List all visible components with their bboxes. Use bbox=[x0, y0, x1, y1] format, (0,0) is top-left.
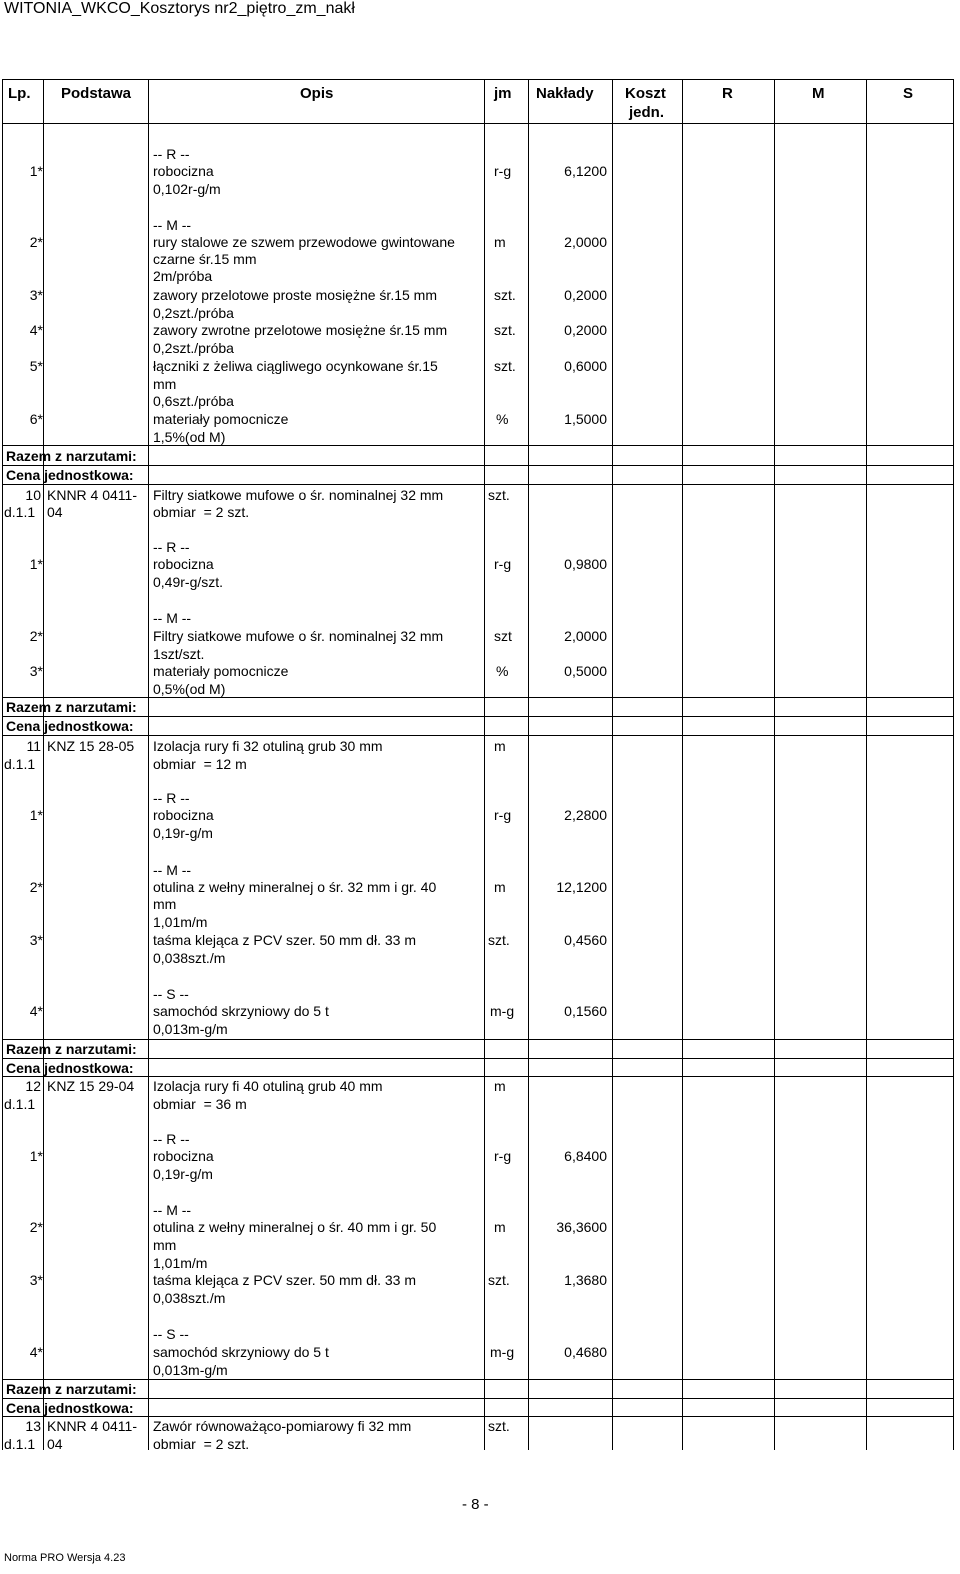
item-jm: szt. bbox=[488, 1272, 510, 1288]
footer-software-version: Norma PRO Wersja 4.23 bbox=[4, 1552, 126, 1564]
item-opis: materiały pomocnicze bbox=[153, 663, 289, 679]
item-opis: samochód skrzyniowy do 5 t bbox=[153, 1003, 329, 1019]
position-number: 10 bbox=[25, 487, 41, 503]
border-lp bbox=[43, 79, 44, 1450]
item-jm: m bbox=[494, 234, 506, 250]
item-opis: robocizna bbox=[153, 807, 214, 823]
item-jm: r-g bbox=[494, 807, 512, 823]
item-lp: 2* bbox=[29, 1219, 43, 1235]
item-value: 1,3680 bbox=[564, 1272, 607, 1288]
item-sub: 1,01m/m bbox=[153, 1255, 208, 1271]
item-value: 6,8400 bbox=[564, 1148, 607, 1164]
item-jm: r-g bbox=[494, 163, 512, 179]
item-jm: szt. bbox=[494, 287, 516, 303]
item-opis-cont: mm bbox=[153, 1237, 177, 1253]
position-unit: m bbox=[494, 738, 506, 754]
item-value: 6,1200 bbox=[564, 163, 607, 179]
item-value: 36,3600 bbox=[556, 1219, 607, 1235]
position-description: Izolacja rury fi 40 otuliną grub 40 mm bbox=[153, 1078, 383, 1094]
item-lp: 1* bbox=[29, 807, 43, 823]
item-jm: m bbox=[494, 879, 506, 895]
position-obmiar: obmiar = 2 szt. bbox=[153, 504, 250, 520]
item-value: 0,5000 bbox=[564, 663, 607, 679]
section-label-r: -- R -- bbox=[153, 539, 190, 555]
item-lp: 3* bbox=[29, 932, 43, 948]
item-value: 2,0000 bbox=[564, 628, 607, 644]
cena-label: Cena jednostkowa: bbox=[6, 718, 134, 734]
header-koszt-jedn: jedn. bbox=[629, 104, 665, 121]
position-basis-cont: 04 bbox=[47, 1436, 63, 1452]
item-value: 2,2800 bbox=[564, 807, 607, 823]
item-opis: Filtry siatkowe mufowe o śr. nominalnej 32 mm bbox=[153, 628, 444, 644]
position-unit: m bbox=[494, 1078, 506, 1094]
position-chapter: d.1.1 bbox=[4, 1096, 36, 1112]
row-divider bbox=[2, 1398, 954, 1399]
border-right bbox=[953, 79, 954, 1450]
item-opis: łączniki z żeliwa ciągliwego ocynkowane śr.15 bbox=[153, 358, 438, 374]
position-description: Izolacja rury fi 32 otuliną grub 30 mm bbox=[153, 738, 383, 754]
item-sub: 0,19r-g/m bbox=[153, 825, 213, 841]
section-label-r: -- R -- bbox=[153, 146, 190, 162]
section-label-m: -- M -- bbox=[153, 217, 192, 233]
item-value: 0,2000 bbox=[564, 322, 607, 338]
razem-label: Razem z narzutami: bbox=[6, 699, 137, 715]
position-chapter: d.1.1 bbox=[4, 1436, 36, 1452]
item-sub: 0,2szt./próba bbox=[153, 340, 234, 356]
position-number: 13 bbox=[25, 1418, 41, 1434]
item-jm: szt. bbox=[488, 932, 510, 948]
position-unit: szt. bbox=[488, 1418, 510, 1434]
border-koszt bbox=[682, 79, 683, 1450]
border-podstawa bbox=[148, 79, 149, 1450]
item-jm: szt. bbox=[494, 322, 516, 338]
item-lp: 1* bbox=[29, 163, 43, 179]
section-label-s: -- S -- bbox=[153, 986, 189, 1002]
item-lp: 6* bbox=[29, 411, 43, 427]
header-m: M bbox=[812, 85, 825, 102]
header-lp: Lp. bbox=[8, 85, 31, 102]
item-sub: 0,038szt./m bbox=[153, 950, 226, 966]
item-jm: m-g bbox=[490, 1344, 515, 1360]
section-label-m: -- M -- bbox=[153, 1202, 192, 1218]
razem-label: Razem z narzutami: bbox=[6, 1041, 137, 1057]
item-jm: m-g bbox=[490, 1003, 515, 1019]
item-value: 0,6000 bbox=[564, 358, 607, 374]
item-lp: 2* bbox=[29, 628, 43, 644]
item-sub: 0,49r-g/szt. bbox=[153, 574, 224, 590]
position-number: 12 bbox=[25, 1078, 41, 1094]
item-sub: 0,6szt./próba bbox=[153, 393, 234, 409]
item-opis: samochód skrzyniowy do 5 t bbox=[153, 1344, 329, 1360]
row-divider bbox=[2, 735, 954, 736]
header-bottom-border bbox=[2, 123, 954, 124]
row-divider bbox=[2, 1058, 954, 1059]
item-sub: 0,2szt./próba bbox=[153, 305, 234, 321]
document-title: WITONIA_WKCO_Kosztorys nr2_piętro_zm_nakł bbox=[4, 0, 355, 17]
item-opis: zawory zwrotne przelotowe mosiężne śr.15 mm bbox=[153, 322, 448, 338]
section-label-m: -- M -- bbox=[153, 862, 192, 878]
item-lp: 3* bbox=[29, 663, 43, 679]
item-value: 0,4680 bbox=[564, 1344, 607, 1360]
position-obmiar: obmiar = 36 m bbox=[153, 1096, 247, 1112]
position-chapter: d.1.1 bbox=[4, 504, 36, 520]
header-naklady: Nakłady bbox=[536, 85, 594, 102]
item-jm: szt bbox=[494, 628, 512, 644]
border-opis bbox=[484, 79, 485, 1450]
razem-label: Razem z narzutami: bbox=[6, 1381, 137, 1397]
position-basis: KNNR 4 0411- bbox=[47, 487, 138, 503]
position-unit: szt. bbox=[488, 487, 510, 503]
item-opis: materiały pomocnicze bbox=[153, 411, 289, 427]
row-divider bbox=[2, 1416, 954, 1417]
position-obmiar: obmiar = 12 m bbox=[153, 756, 247, 772]
position-obmiar: obmiar = 2 szt. bbox=[153, 1436, 250, 1452]
item-lp: 4* bbox=[29, 322, 43, 338]
border-m bbox=[866, 79, 867, 1450]
cena-label: Cena jednostkowa: bbox=[6, 467, 134, 483]
item-sub: 0,19r-g/m bbox=[153, 1166, 213, 1182]
item-lp: 5* bbox=[29, 358, 43, 374]
header-podstawa: Podstawa bbox=[61, 85, 132, 102]
item-sub: 1,5%(od M) bbox=[153, 429, 226, 445]
header-s: S bbox=[903, 85, 914, 102]
position-number: 11 bbox=[26, 738, 41, 754]
item-opis: taśma klejąca z PCV szer. 50 mm dł. 33 m bbox=[153, 1272, 416, 1288]
item-opis: taśma klejąca z PCV szer. 50 mm dł. 33 m bbox=[153, 932, 416, 948]
cena-label: Cena jednostkowa: bbox=[6, 1400, 134, 1416]
item-value: 0,9800 bbox=[564, 556, 607, 572]
position-basis-cont: 04 bbox=[47, 504, 63, 520]
section-label-r: -- R -- bbox=[153, 1131, 190, 1147]
item-lp: 3* bbox=[29, 1272, 43, 1288]
item-opis: otulina z wełny mineralnej o śr. 32 mm i gr. 40 bbox=[153, 879, 437, 895]
item-opis: rury stalowe ze szwem przewodowe gwintowane bbox=[153, 234, 455, 250]
item-sub: 0,013m-g/m bbox=[153, 1021, 228, 1037]
item-jm: % bbox=[496, 411, 509, 427]
border-naklady bbox=[612, 79, 613, 1450]
item-opis-cont: mm bbox=[153, 376, 177, 392]
item-opis: robocizna bbox=[153, 163, 214, 179]
row-divider bbox=[2, 445, 954, 446]
item-value: 1,5000 bbox=[564, 411, 607, 427]
item-opis: robocizna bbox=[153, 1148, 214, 1164]
item-lp: 3* bbox=[29, 287, 43, 303]
position-description: Zawór równoważąco-pomiarowy fi 32 mm bbox=[153, 1418, 412, 1434]
item-sub: 1szt/szt. bbox=[153, 646, 205, 662]
row-divider bbox=[2, 697, 954, 698]
section-label-s: -- S -- bbox=[153, 1326, 189, 1342]
item-jm: r-g bbox=[494, 1148, 512, 1164]
cena-label: Cena jednostkowa: bbox=[6, 1060, 134, 1076]
position-chapter: d.1.1 bbox=[4, 756, 36, 772]
item-lp: 2* bbox=[29, 234, 43, 250]
item-value: 0,1560 bbox=[564, 1003, 607, 1019]
item-jm: m bbox=[494, 1219, 506, 1235]
item-jm: % bbox=[496, 663, 509, 679]
item-value: 2,0000 bbox=[564, 234, 607, 250]
border-left bbox=[2, 79, 3, 1450]
position-description: Filtry siatkowe mufowe o śr. nominalnej 32 mm bbox=[153, 487, 444, 503]
row-divider bbox=[2, 1379, 954, 1380]
item-opis-cont: mm bbox=[153, 896, 177, 912]
row-divider bbox=[2, 484, 954, 485]
item-value: 12,1200 bbox=[556, 879, 607, 895]
razem-label: Razem z narzutami: bbox=[6, 448, 137, 464]
item-sub: 1,01m/m bbox=[153, 914, 208, 930]
table-top-border bbox=[2, 79, 954, 80]
item-sub: 0,5%(od M) bbox=[153, 681, 226, 697]
item-value: 0,4560 bbox=[564, 932, 607, 948]
position-basis: KNNR 4 0411- bbox=[47, 1418, 138, 1434]
item-opis: robocizna bbox=[153, 556, 214, 572]
position-basis: KNZ 15 28-05 bbox=[47, 738, 135, 754]
row-divider bbox=[2, 465, 954, 466]
item-opis: zawory przelotowe proste mosiężne śr.15 mm bbox=[153, 287, 437, 303]
row-divider bbox=[2, 716, 954, 717]
item-lp: 4* bbox=[29, 1003, 43, 1019]
item-lp: 4* bbox=[29, 1344, 43, 1360]
border-jm bbox=[528, 79, 529, 1450]
item-lp: 1* bbox=[29, 1148, 43, 1164]
item-lp: 2* bbox=[29, 879, 43, 895]
item-opis-cont: czarne śr.15 mm bbox=[153, 251, 257, 267]
section-label-m: -- M -- bbox=[153, 610, 192, 626]
header-jm: jm bbox=[494, 85, 512, 102]
border-r bbox=[774, 79, 775, 1450]
row-divider bbox=[2, 1039, 954, 1040]
position-basis: KNZ 15 29-04 bbox=[47, 1078, 135, 1094]
section-label-r: -- R -- bbox=[153, 790, 190, 806]
header-opis: Opis bbox=[300, 85, 334, 102]
item-jm: szt. bbox=[494, 358, 516, 374]
header-koszt: Koszt bbox=[625, 85, 666, 102]
header-r: R bbox=[722, 85, 733, 102]
item-opis: otulina z wełny mineralnej o śr. 40 mm i gr. 50 bbox=[153, 1219, 437, 1235]
row-divider bbox=[2, 1076, 954, 1077]
item-sub: 0,102r-g/m bbox=[153, 181, 221, 197]
item-lp: 1* bbox=[29, 556, 43, 572]
item-sub: 2m/próba bbox=[153, 268, 213, 284]
item-sub: 0,013m-g/m bbox=[153, 1362, 228, 1378]
item-sub: 0,038szt./m bbox=[153, 1290, 226, 1306]
item-value: 0,2000 bbox=[564, 287, 607, 303]
page-number: - 8 - bbox=[462, 1496, 489, 1513]
item-jm: r-g bbox=[494, 556, 512, 572]
